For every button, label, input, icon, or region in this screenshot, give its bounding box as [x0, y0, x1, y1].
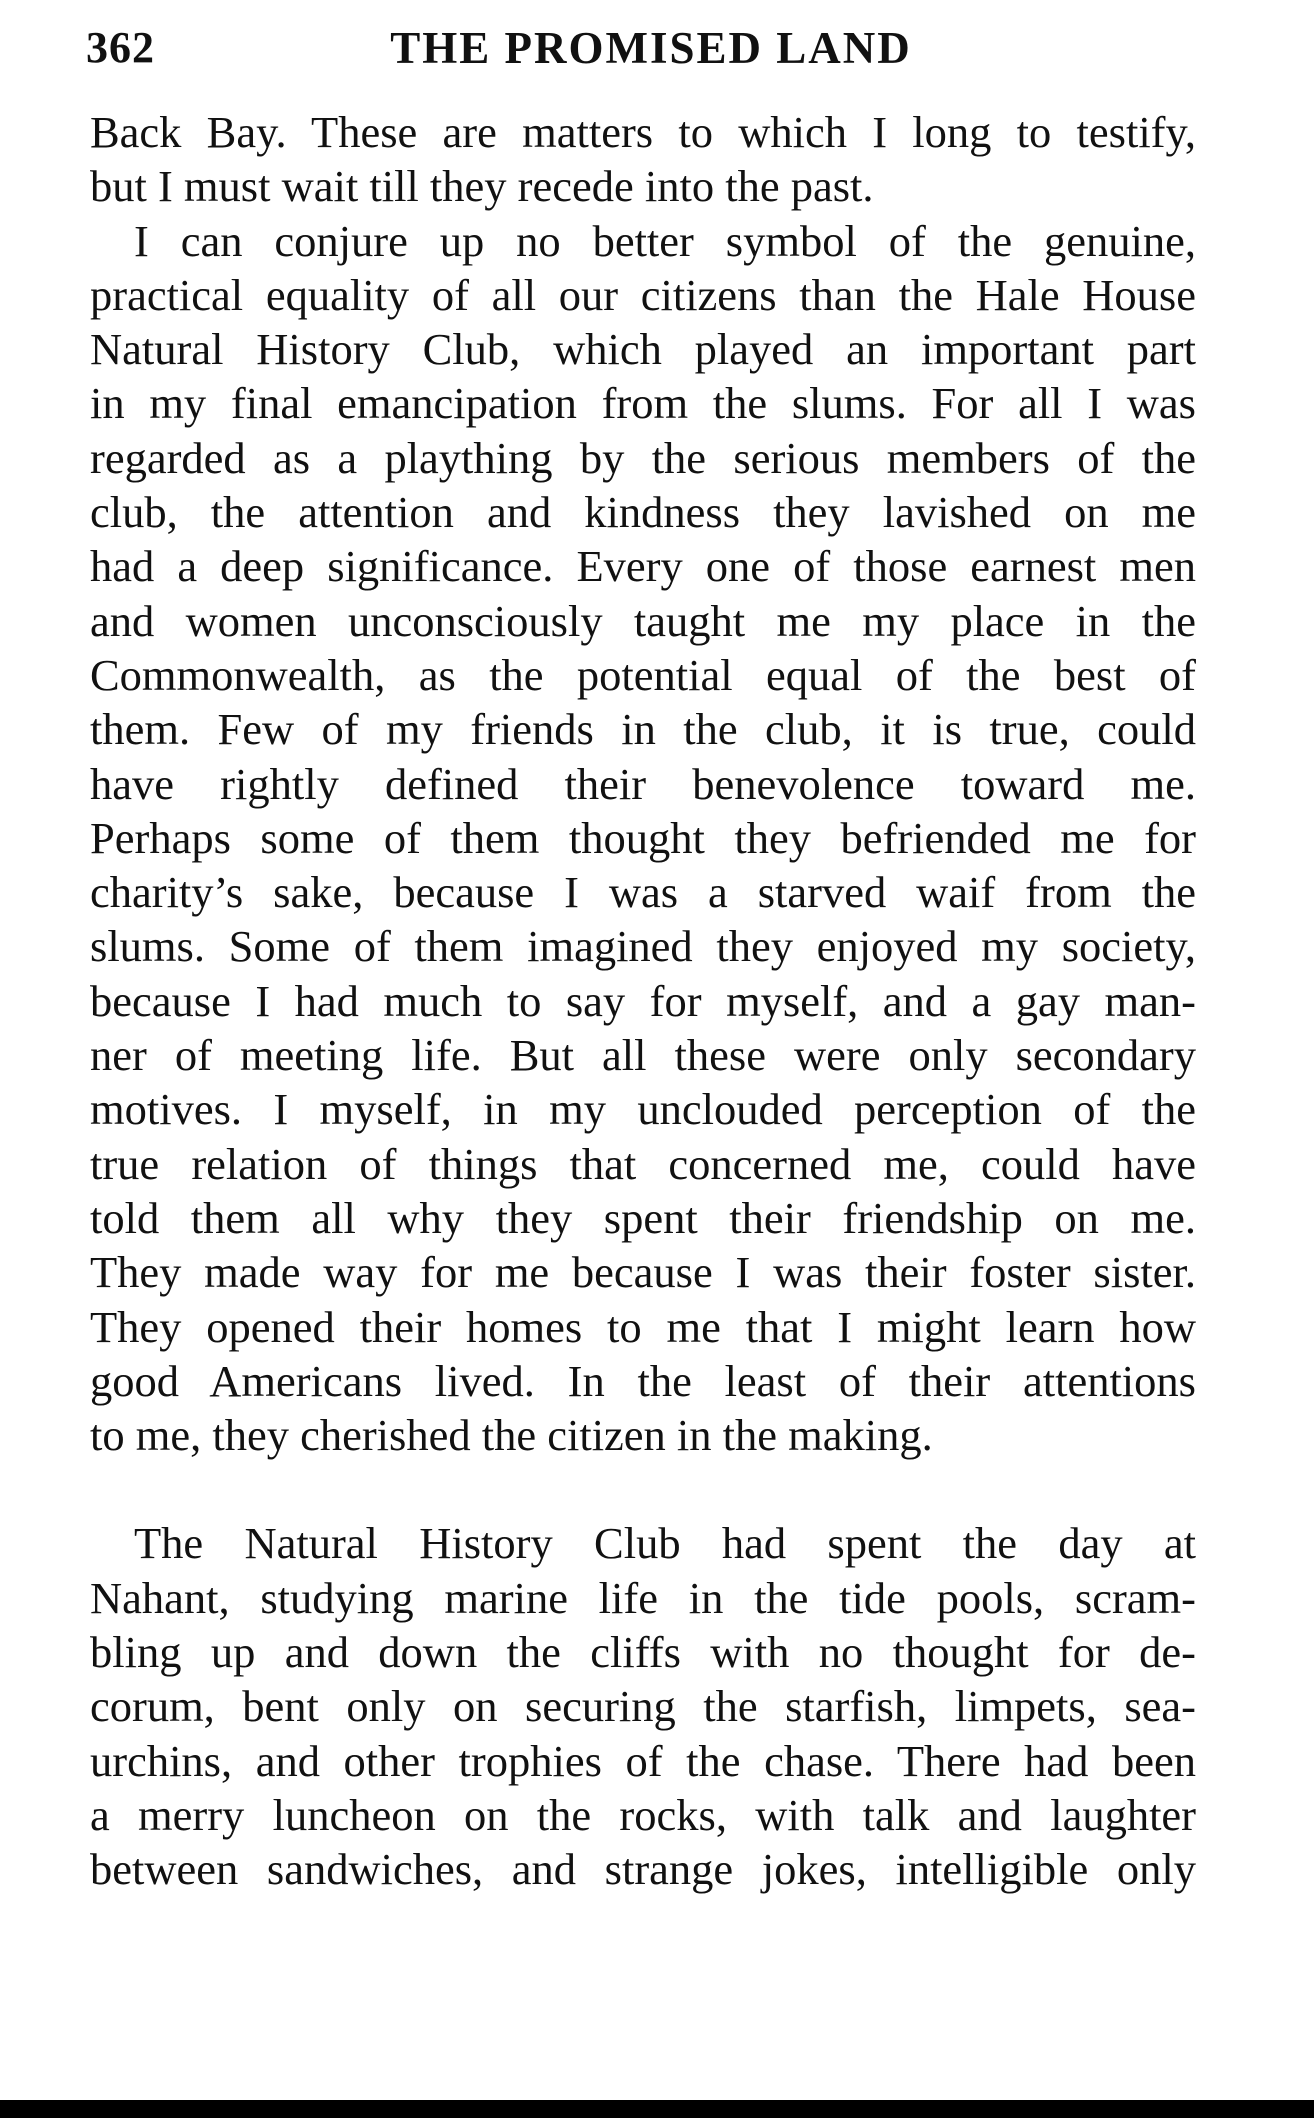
body-text	[90, 105, 1196, 1897]
text-line: Natural History Club, which played an important part	[90, 324, 1196, 375]
book-title: THE PROMISED LAND	[390, 23, 912, 73]
running-head	[86, 22, 1196, 82]
text-line: told them all why they spent their friendship on me.	[90, 1192, 1196, 1243]
text-line: in my final emancipation from the slums. For all I was	[90, 378, 1196, 429]
text-line: Nahant, studying marine life in the tide pools, scram-	[90, 1572, 1196, 1623]
paragraph-1	[90, 105, 1196, 214]
page-number: 362	[86, 23, 155, 72]
text-line: them. Few of my friends in the club, it is true, could	[90, 704, 1196, 755]
text-line: but I must wait till they recede into the past.	[90, 161, 874, 212]
text-line: to me, they cherished the citizen in the making.	[90, 1410, 933, 1461]
text-line: good Americans lived. In the least of their attentions	[90, 1355, 1196, 1406]
bottom-edge-rule	[0, 2100, 1314, 2118]
text-line: Back Bay. These are matters to which I long to testify,	[90, 107, 1196, 157]
text-line: because I had much to say for myself, and a gay man-	[90, 975, 1196, 1026]
text-line: ner of meeting life. But all these were only secondary	[90, 1030, 1196, 1081]
text-line: urchins, and other trophies of the chase. There had been	[90, 1735, 1196, 1786]
text-line: had a deep significance. Every one of those earnest men	[90, 541, 1196, 592]
text-line: I can conjure up no better symbol of the genuine,	[134, 215, 1196, 266]
text-line: Perhaps some of them thought they befriended me for	[90, 812, 1196, 863]
text-line: Commonwealth, as the potential equal of the best of	[90, 649, 1196, 700]
paragraph-2	[90, 214, 1196, 1463]
text-line: They opened their homes to me that I might learn how	[90, 1301, 1196, 1352]
text-line: They made way for me because I was their foster sister.	[90, 1247, 1196, 1298]
text-line: club, the attention and kindness they lavished on me	[90, 487, 1196, 538]
text-line: slums. Some of them imagined they enjoyed my society,	[90, 921, 1196, 972]
text-line: corum, bent only on securing the starfish, limpets, sea-	[90, 1681, 1196, 1732]
text-line: bling up and down the cliffs with no thought for de-	[90, 1627, 1196, 1678]
text-line: practical equality of all our citizens than the Hale House	[90, 269, 1196, 320]
paragraph-3	[90, 1516, 1196, 1896]
text-line: between sandwiches, and strange jokes, intelligible only	[90, 1844, 1196, 1895]
section-break	[90, 1462, 1196, 1516]
text-line: charity’s sake, because I was a starved waif from the	[90, 867, 1196, 918]
text-line: motives. I myself, in my unclouded perception of the	[90, 1084, 1196, 1135]
text-line: The Natural History Club had spent the day at	[134, 1518, 1196, 1569]
text-line: true relation of things that concerned me, could have	[90, 1138, 1196, 1189]
text-line: and women unconsciously taught me my place in the	[90, 595, 1196, 646]
text-line: have rightly defined their benevolence toward me.	[90, 758, 1196, 809]
text-line: a merry luncheon on the rocks, with talk and laughter	[90, 1789, 1196, 1840]
text-line: regarded as a plaything by the serious members of the	[90, 432, 1196, 483]
